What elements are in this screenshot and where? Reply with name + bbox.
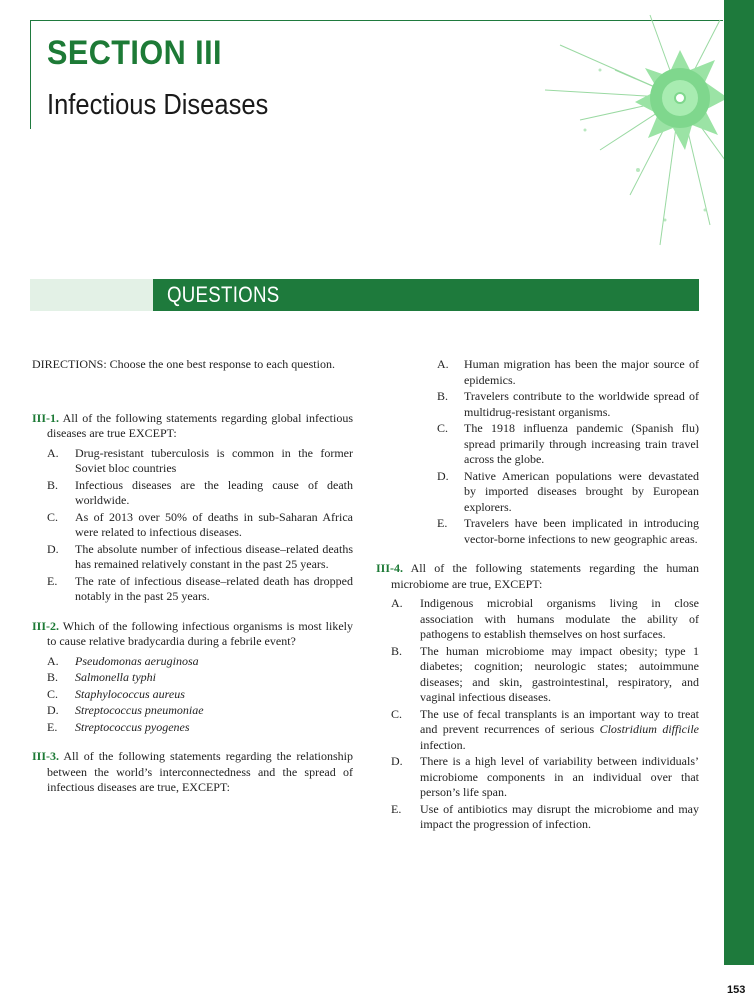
answer-option [32, 574, 353, 605]
option-letter: A. [47, 445, 59, 460]
question-block [32, 619, 353, 736]
option-letter: B. [47, 670, 59, 684]
option-text: Native American populations were devastated by imported diseases brought by European explorers. [464, 468, 699, 514]
option-letter: A. [437, 357, 449, 371]
answer-option [376, 707, 699, 754]
option-letter: B. [391, 643, 403, 658]
option-text-italic: Clostridium difficile [599, 722, 699, 736]
option-letter: C. [437, 421, 449, 435]
option-text: Salmonella typhi [75, 670, 156, 684]
option-text: Travelers have been implicated in introducing vector-borne infections to new geographic areas. [464, 516, 699, 546]
question-text: All of the following statements regarding the relationship between the world’s interconnectedness and the spread of infectious diseases are true, EXCEPT: [47, 749, 353, 794]
option-text: Travelers contribute to the worldwide spread of multidrug-resistant organisms. [464, 389, 699, 419]
question-text: All of the following statements regarding the human microbiome are true, EXCEPT: [391, 561, 699, 591]
answer-option [376, 802, 699, 833]
option-text: The rate of infectious disease–related death has dropped notably in the past 25 years. [75, 573, 353, 603]
question-number: III-2. [32, 618, 60, 633]
question-number: III-4. [376, 561, 404, 575]
question-block [32, 411, 353, 605]
option-text: Drug-resistant tuberculosis is common in the former Soviet bloc countries [75, 445, 353, 475]
option-text: Use of antibiotics may disrupt the microbiome and may impact the progression of infection. [420, 801, 699, 831]
answer-option [420, 469, 699, 516]
question-block [32, 749, 353, 796]
option-text: Infectious diseases are the leading cause of death worldwide. [75, 477, 353, 507]
question-block [376, 561, 699, 833]
option-letter: B. [437, 389, 449, 403]
answer-option [32, 654, 353, 670]
question-stem [376, 561, 699, 592]
option-text: Indigenous microbial organisms living in close association with humans modulate the ability of pathogens to establish themselves on host surfaces. [420, 596, 699, 641]
option-letter: E. [437, 516, 448, 530]
section-title: Infectious Diseases [47, 89, 269, 121]
green-splat-graphic [540, 10, 730, 260]
option-text: The 1918 influenza pandemic (Spanish flu) spread primarily through increasing train travel across the globe. [464, 421, 699, 466]
answer-option [376, 596, 699, 643]
answer-option [420, 389, 699, 420]
question-options-continued [376, 357, 699, 547]
option-text: Streptococcus pneumoniae [75, 703, 204, 717]
answer-option [376, 754, 699, 801]
option-letter: D. [437, 468, 449, 483]
question-text: All of the following statements regarding global infectious diseases are true EXCEPT: [47, 410, 353, 440]
question-stem [32, 749, 353, 796]
option-letter: D. [47, 703, 59, 717]
question-number: III-1. [32, 410, 60, 425]
answer-option [32, 542, 353, 573]
option-letter: A. [391, 596, 403, 610]
chapter-edge-bar [724, 0, 754, 965]
answer-option [32, 510, 353, 541]
option-text: Streptococcus pyogenes [75, 719, 190, 734]
option-letter: C. [391, 706, 403, 721]
option-letter: C. [47, 686, 59, 701]
question-text: Which of the following infectious organisms is most likely to cause relative bradycardia during a febrile event? [47, 618, 353, 648]
option-letter: C. [47, 509, 59, 524]
answer-option [32, 703, 353, 719]
page-number: 153 [727, 984, 746, 996]
option-letter: D. [47, 541, 59, 556]
option-letter: E. [47, 573, 58, 588]
section-label: SECTION III [47, 34, 222, 72]
left-column [32, 357, 353, 814]
option-text: Staphylococcus aureus [75, 686, 185, 701]
option-letter: E. [391, 801, 402, 816]
answer-option [32, 670, 353, 686]
questions-banner-accent [30, 279, 153, 311]
questions-banner [153, 279, 699, 311]
answer-option [32, 446, 353, 477]
option-text: Human migration has been the major source of epidemics. [464, 357, 699, 387]
answer-option [420, 516, 699, 547]
option-letter: E. [47, 719, 58, 734]
question-number: III-3. [32, 749, 60, 763]
option-letter: D. [391, 754, 403, 768]
answer-option [420, 357, 699, 388]
right-column [376, 357, 699, 851]
option-text: As of 2013 over 50% of deaths in sub-Saharan Africa were related to infectious diseases. [75, 509, 353, 539]
directions-text: DIRECTIONS: Choose the one best response to each question. [32, 357, 335, 371]
answer-option [376, 644, 699, 706]
answer-option [32, 478, 353, 509]
answer-option [32, 687, 353, 703]
questions-banner-label: QUESTIONS [167, 282, 280, 307]
option-text: There is a high level of variability between individuals’ microbiome components in an individual over that person’s life span. [420, 754, 699, 799]
option-letter: B. [47, 477, 59, 492]
question-stem [32, 411, 353, 442]
option-text: The use of fecal transplants is an important way to treat and prevent recurrences of serious [420, 706, 699, 736]
option-text: Pseudomonas aeruginosa [75, 653, 199, 668]
answer-option [32, 720, 353, 736]
question-stem [32, 619, 353, 650]
option-text: The absolute number of infectious disease–related deaths has remained relatively constant in the past 25 years. [75, 541, 353, 571]
answer-option [420, 421, 699, 468]
option-text-end: infection. [420, 737, 466, 752]
option-text: The human microbiome may impact obesity; type 1 diabetes; cognition; neurologic states; autoimmune diseases; and skin, gastrointestinal, respiratory, and vaginal infectious diseases. [420, 643, 699, 704]
option-letter: A. [47, 653, 59, 668]
